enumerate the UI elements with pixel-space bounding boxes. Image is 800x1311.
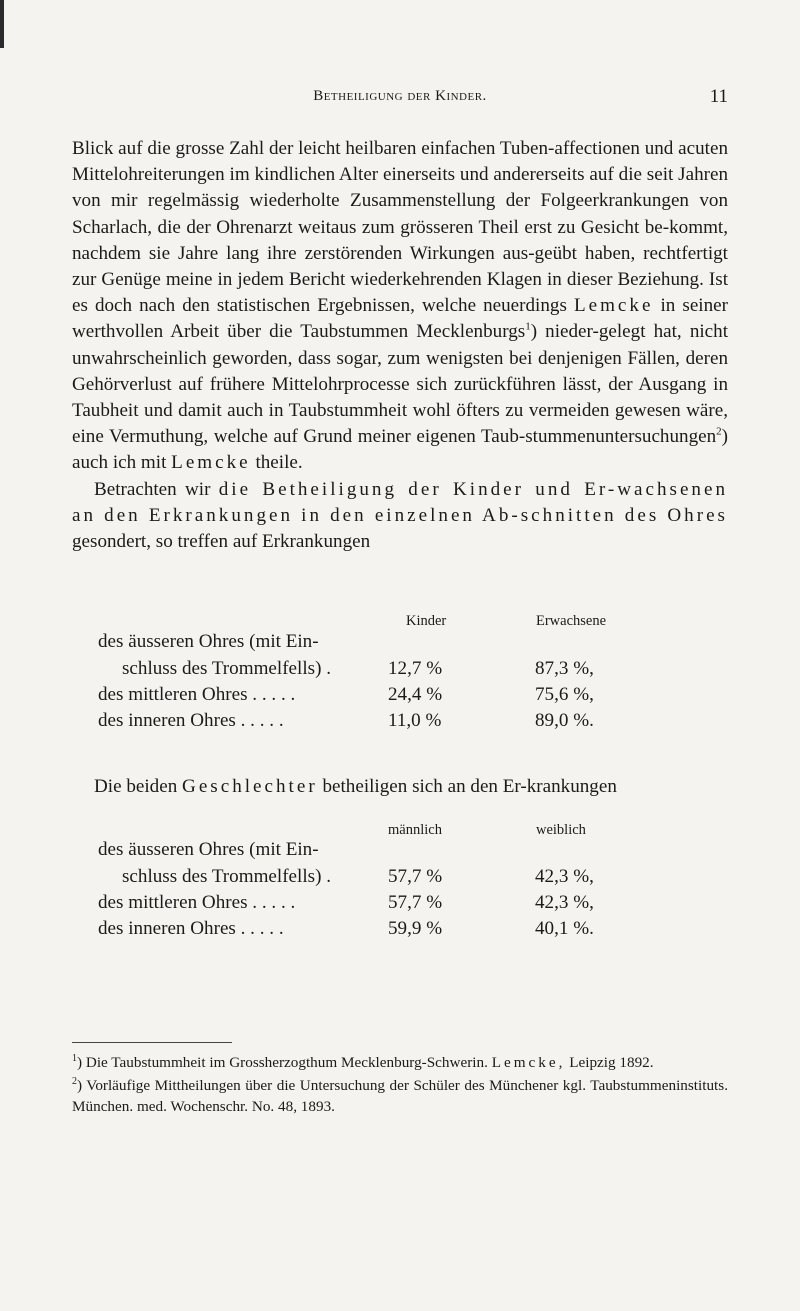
emphasized-phrase: die Betheiligung der Kinder und Er-wachsenen an den Erkrankungen in den einzelnen Ab-schnitten des Ohres: [72, 478, 728, 526]
table-row: schluss des Trommelfells) . 12,7 % 87,3 %,: [122, 658, 594, 679]
table-row: des äusseren Ohres (mit Ein-: [98, 839, 319, 860]
paragraph-3: Die beiden Geschlechter betheiligen sich an den Er-krankungen: [94, 776, 617, 797]
page-header: [72, 88, 728, 112]
author-name: Lemcke: [573, 295, 654, 317]
table-row: des inneren Ohres . . . . . 11,0 % 89,0 %.: [98, 710, 594, 731]
paragraph-1: Blick auf die grosse Zahl der leicht heilbaren einfachen Tuben-affectionen und acuten Mittelohreiterungen im kindlichen Alter einerseits und andererseits auf die seit Jahren von mir regelmässig wiederholte Zusammenstellung der Folgeerkrankungen von Scharlach, die der Ohrenarzt weitaus zum grösseren Theil erst zu Gesicht be-kommt, nachdem sie Jahre lang ihre zerstörenden Wirkungen aus-geübt haben, rechtfertigt zur Genüge meine in jedem Bericht wiederkehrenden Klagen in dieser Beziehung. Ist es doch nach den statistischen Ergebnissen, welche neuerdings Lemcke in seiner werthvollen Arbeit über die Taubstummen Mecklenburgs$^1$) nieder-gelegt hat, nicht unwahrscheinlich geworden, dass sogar, zum wenigsten bei denjenigen Fällen, deren Gehörverlust auf frühere Mittelohrprocesse sich zurückführen lässt, der Ausgang in Taubheit und damit auch in Taubstummheit wohl öfters zu vermeiden gewesen wäre, eine Vermuthung, welche auf Grund meiner eigenen Taub-stummenuntersuchungen$^2$) auch ich mit Lemcke theile.: [72, 138, 728, 474]
table-children-adults: [98, 613, 668, 743]
column-header-kinder: Kinder: [406, 613, 447, 629]
emphasized-phrase: Geschlechter: [182, 776, 318, 797]
footnote-ref-1: 1: [525, 321, 531, 334]
footnote-rule: [72, 1042, 232, 1043]
footnote-1: $^1$) Die Taubstummheit im Grossherzogthum Mecklenburg-Schwerin. Lemcke, Leipzig 1892.: [72, 1052, 654, 1071]
footnotes: [72, 1052, 728, 1119]
table-row: des mittleren Ohres . . . . . 24,4 % 75,6 %,: [98, 684, 594, 705]
body-text-2: [72, 774, 728, 800]
table-row: des äusseren Ohres (mit Ein-: [98, 631, 319, 652]
page-edge-shadow: [0, 0, 4, 48]
column-header-maennlich: männlich: [388, 822, 442, 838]
paragraph-2: Betrachten wir die Betheiligung der Kinder und Er-wachsenen an den Erkrankungen in den einzelnen Ab-schnitten des Ohres gesondert, so treffen auf Erkrankungen: [72, 478, 728, 553]
footnote-ref-2: 2: [716, 425, 722, 438]
table-male-female: [98, 822, 668, 952]
table-row: des mittleren Ohres . . . . . 57,7 % 42,3 %,: [98, 892, 594, 913]
footnote-2: $^2$) Vorläufige Mittheilungen über die Untersuchung der Schüler des Münchener kgl. Taubstummeninstituts. München. med. Wochenschr. No. 48, 1893.: [72, 1075, 728, 1115]
body-text: [72, 136, 728, 555]
table-row: schluss des Trommelfells) . 57,7 % 42,3 %,: [122, 866, 594, 887]
page-number: 11: [709, 86, 728, 107]
column-header-erwachsene: Erwachsene: [536, 613, 607, 629]
running-head: Betheiligung der Kinder.: [313, 88, 487, 104]
author-name: Lemcke: [171, 452, 251, 474]
column-header-weiblich: weiblich: [536, 822, 586, 838]
table-row: des inneren Ohres . . . . . 59,9 % 40,1 %.: [98, 918, 594, 939]
